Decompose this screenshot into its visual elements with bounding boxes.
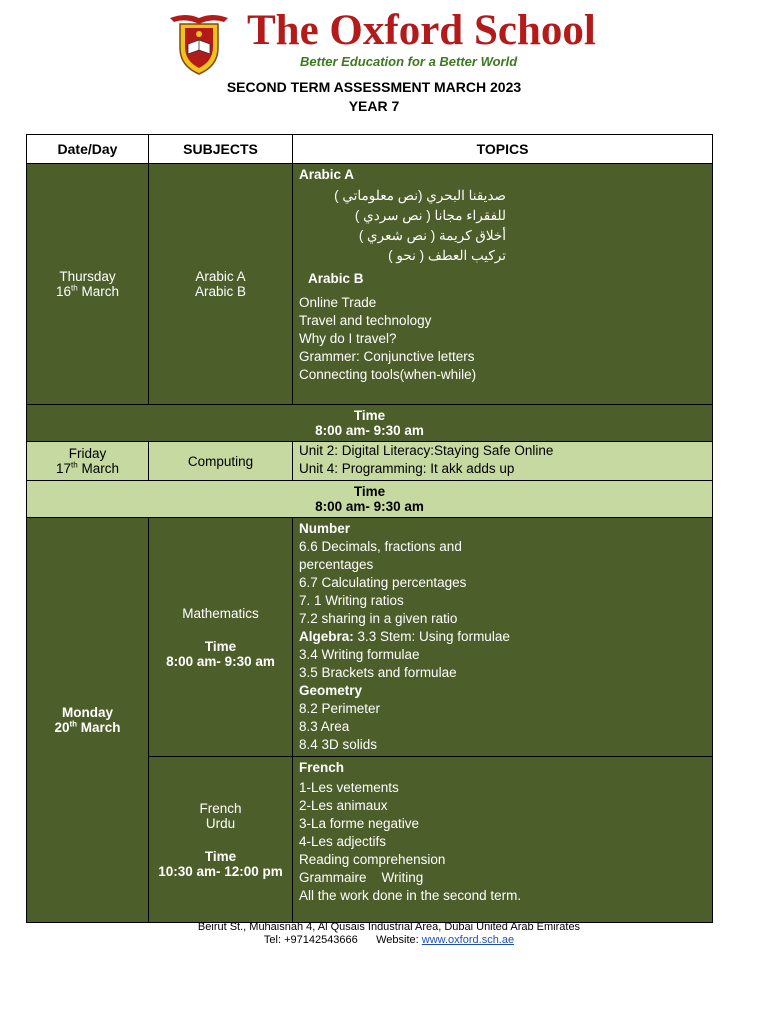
topic-line: Unit 2: Digital Literacy:Staying Safe Online xyxy=(299,443,554,458)
topic-line: 3-La forme negative xyxy=(299,816,420,831)
date-label: 20th March xyxy=(54,719,121,735)
table-header-row xyxy=(27,135,713,164)
topic-line: Unit 4: Programming: It akk adds up xyxy=(299,461,515,476)
date-cell xyxy=(27,442,149,481)
footer-contact: Tel: +97142543666 Website: www.oxford.sch.ae xyxy=(263,934,515,946)
topic-line: تركيب العطف ( نحو ) xyxy=(388,248,506,263)
topic-line: 6.6 Decimals, fractions and xyxy=(299,539,462,554)
topic-heading: Geometry xyxy=(299,683,363,698)
topic-line: صديقنا البحري (نص معلوماتي ) xyxy=(334,188,506,203)
topic-line: Connecting tools(when-while) xyxy=(299,367,477,382)
subject-label: Urdu xyxy=(205,815,236,831)
table-row-monday-math xyxy=(27,518,713,757)
day-label: Friday xyxy=(68,446,107,461)
topic-line: 8.4 3D solids xyxy=(299,737,378,752)
year-title: YEAR 7 xyxy=(348,98,400,114)
subject-cell xyxy=(149,518,293,757)
time-cell xyxy=(27,481,713,518)
topic-line: 4-Les adjectifs xyxy=(299,834,387,849)
time-label: Time xyxy=(353,484,386,499)
topic-line: 8.3 Area xyxy=(299,719,350,734)
school-tagline: Better Education for a Better World xyxy=(300,54,518,69)
time-value: 8:00 am- 9:30 am xyxy=(315,423,424,438)
topic-line: 3.4 Writing formulae xyxy=(299,647,420,662)
time-label: Time xyxy=(204,848,237,864)
school-name: The Oxford School xyxy=(247,7,596,54)
time-row xyxy=(27,405,713,442)
topic-line: Algebra: 3.3 Stem: Using formulae xyxy=(299,629,510,644)
topic-line: Grammaire Writing xyxy=(299,870,424,885)
assessment-title: SECOND TERM ASSESSMENT MARCH 2023 xyxy=(226,79,522,95)
topic-heading: French xyxy=(299,760,345,775)
column-header-date: Date/Day xyxy=(27,135,149,164)
time-label: Time xyxy=(353,408,386,423)
schedule-table xyxy=(26,134,713,923)
topic-line: percentages xyxy=(299,557,374,572)
time-label: Time xyxy=(204,638,237,654)
topic-line: Travel and technology xyxy=(299,313,432,328)
subject-cell xyxy=(149,757,293,923)
topic-line: Why do I travel? xyxy=(299,331,397,346)
time-value: 10:30 am- 12:00 pm xyxy=(158,863,283,879)
subject-cell xyxy=(149,164,293,405)
time-value: 8:00 am- 9:30 am xyxy=(166,653,275,669)
table-row-thursday xyxy=(27,164,713,405)
topic-line: Online Trade xyxy=(299,295,377,310)
subject-label: Arabic B xyxy=(194,284,247,299)
time-cell xyxy=(27,405,713,442)
time-value: 8:00 am- 9:30 am xyxy=(315,499,424,514)
topics-cell xyxy=(293,757,713,923)
topic-line: 6.7 Calculating percentages xyxy=(299,575,467,590)
topic-line: All the work done in the second term. xyxy=(299,888,522,903)
footer-address: Beirut St., Muhaisnah 4, Al Qusais Industrial Area, Dubai United Arab Emirates xyxy=(197,921,581,933)
time-row xyxy=(27,481,713,518)
day-label: Monday xyxy=(61,705,113,720)
topic-line: 3.5 Brackets and formulae xyxy=(299,665,457,680)
website-link[interactable]: www.oxford.sch.ae xyxy=(421,934,515,946)
column-header-subjects: SUBJECTS xyxy=(149,135,293,164)
subject-cell: Computing xyxy=(149,442,293,481)
topic-line: 7. 1 Writing ratios xyxy=(299,593,404,608)
table-row-friday xyxy=(27,442,713,481)
school-crest-logo xyxy=(166,10,232,76)
topics-cell xyxy=(293,442,713,481)
column-header-topics: TOPICS xyxy=(293,135,713,164)
topic-line: 7.2 sharing in a given ratio xyxy=(299,611,458,626)
subject-label: Arabic A xyxy=(195,269,246,284)
subject-label: Mathematics xyxy=(182,605,259,621)
topics-cell xyxy=(293,518,713,757)
topic-heading: Arabic A xyxy=(299,167,355,182)
topic-line: 1-Les vetements xyxy=(299,780,399,795)
date-label: 16th March xyxy=(56,283,119,299)
topic-line: Grammer: Conjunctive letters xyxy=(299,349,475,364)
date-cell xyxy=(27,518,149,923)
topic-line: 2-Les animaux xyxy=(299,798,388,813)
topics-cell xyxy=(293,164,713,405)
topic-line: 8.2 Perimeter xyxy=(299,701,381,716)
topic-line: أخلاق كريمة ( نص شعري ) xyxy=(358,228,506,243)
topic-line: للفقراء مجانا ( نص سردي ) xyxy=(354,208,506,223)
topic-heading: Arabic B xyxy=(308,271,364,286)
subject-label: French xyxy=(199,800,242,816)
topic-line: Reading comprehension xyxy=(299,852,446,867)
topic-heading: Number xyxy=(299,521,351,536)
day-label: Thursday xyxy=(59,269,116,284)
date-cell xyxy=(27,164,149,405)
date-label: 17th March xyxy=(56,460,119,476)
